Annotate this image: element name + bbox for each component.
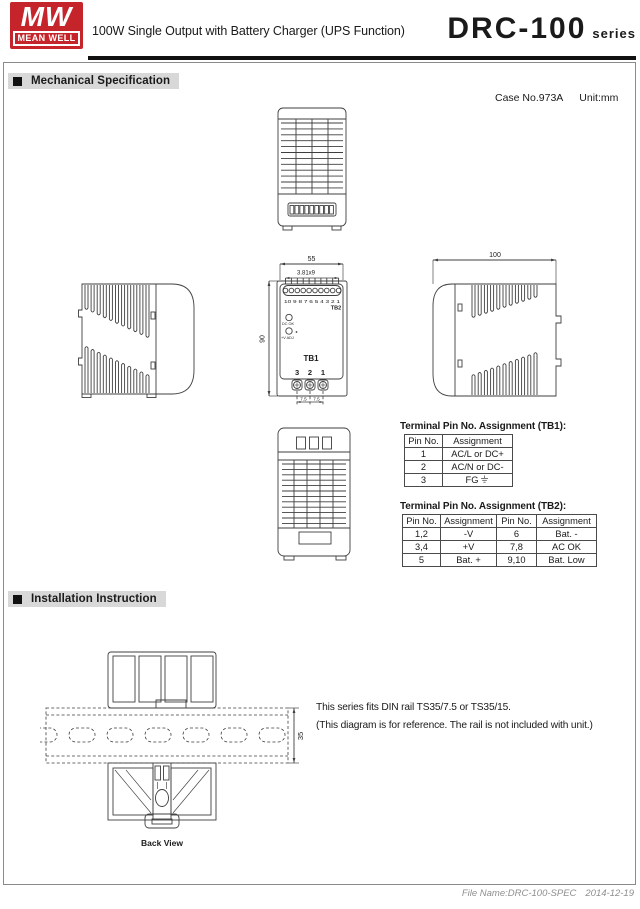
din-clip-slot	[151, 312, 155, 319]
terminal-squares	[290, 206, 333, 215]
din-clip-mechanism	[145, 763, 179, 828]
install-note	[316, 699, 593, 735]
tb2-header-row: Pin No. Assignment Pin No. Assignment	[403, 515, 597, 528]
unit-back-bottom	[108, 763, 216, 820]
tb1-label: TB1	[303, 354, 319, 363]
cooling-fins-top	[85, 285, 149, 337]
tb1-screws	[294, 382, 327, 389]
dim-rail-width: 35	[296, 731, 305, 741]
v-adj-pot	[286, 328, 292, 334]
table-row: 1 AC/L or DC+	[405, 448, 513, 461]
back-view-label: Back View	[141, 838, 183, 848]
file-name: File Name:DRC-100-SPEC	[461, 888, 577, 899]
heading-square-bullet	[13, 595, 22, 604]
meanwell-logo	[10, 2, 83, 49]
table-row: 3,4 +V 7,8 AC OK	[403, 541, 597, 554]
dim-depth: 100	[489, 252, 501, 259]
tb1-table	[404, 434, 513, 487]
dim-tb1-pitch-a: 7.5	[300, 396, 307, 402]
logo-brand-text: MEAN WELL	[13, 31, 80, 46]
dim-width: 55	[307, 256, 316, 263]
tb2-screws	[283, 288, 341, 293]
dim-tb1-pitch-b: 7.5	[313, 396, 320, 402]
earth-ground-icon	[480, 475, 489, 484]
mechanical-spec-heading: Mechanical Specification	[8, 73, 179, 89]
install-note-line2: (This diagram is for reference. The rail is not included with unit.)	[316, 720, 593, 731]
din-clip-slot	[151, 362, 155, 369]
rear-top-view-drawing	[254, 422, 374, 584]
case-note	[495, 92, 618, 104]
installation-heading: Installation Instruction	[8, 591, 166, 607]
front-bulge	[156, 284, 194, 394]
foot-left	[283, 226, 292, 230]
tb2-table-title: Terminal Pin No. Assignment (TB2):	[400, 501, 567, 512]
footer	[462, 888, 634, 899]
case-number: Case No.973A	[495, 92, 564, 104]
foot-right	[332, 226, 341, 230]
dot	[296, 331, 298, 333]
tb1-header-row: Pin No. Assignment	[405, 435, 513, 448]
v-adj-label: +V ADJ	[281, 336, 294, 340]
din-clip	[299, 532, 331, 544]
dim-pitch: 3.81x9	[296, 270, 316, 277]
case-outline	[278, 428, 350, 556]
dc-ok-led	[286, 314, 292, 320]
side-outline	[79, 284, 157, 394]
din-rail	[40, 708, 288, 763]
unit-label: Unit:mm	[579, 92, 619, 104]
table-row: 2 AC/N or DC-	[405, 461, 513, 474]
logo-mw-text: MW	[20, 1, 73, 32]
right-side-view-drawing	[415, 246, 580, 404]
doc-title: 100W Single Output with Battery Charger (UPS Function)	[92, 24, 405, 38]
install-note-line1: This series fits DIN rail TS35/7.5 or TS35/15.	[316, 702, 511, 713]
tb1-table-title: Terminal Pin No. Assignment (TB1):	[400, 421, 567, 432]
table-row: 5 Bat. + 9,10 Bat. Low	[403, 554, 597, 567]
series-suffix: series	[592, 26, 636, 41]
slat-dividers	[296, 119, 328, 194]
din-clip-slot	[458, 304, 462, 311]
dc-ok-label: DC OK	[282, 322, 295, 326]
tb2-label: TB2	[330, 305, 342, 312]
side-outline	[455, 284, 561, 396]
left-side-view-drawing	[68, 280, 198, 400]
cooling-fins-top	[472, 285, 537, 317]
dim-height: 90	[259, 335, 267, 343]
cooling-fins-bottom	[472, 353, 537, 395]
table-row: 1,2 -V 6 Bat. -	[403, 528, 597, 541]
tb1-pin-numbers: 3 2 1	[295, 368, 325, 377]
tb2-table	[402, 514, 597, 567]
heading-square-bullet	[13, 77, 22, 86]
table-row: 3 FG	[405, 474, 513, 487]
front-view-drawing	[256, 248, 396, 425]
header-rule	[88, 56, 636, 60]
din-clip-slot	[458, 360, 462, 367]
back-view-install-drawing	[40, 642, 325, 860]
top-front-view-drawing	[275, 106, 349, 236]
series-name: DRC-100	[447, 12, 587, 45]
front-bulge	[433, 284, 455, 396]
series-title	[447, 12, 636, 46]
tb2-pin-numbers: 10 9 8 7 6 5 4 3 2 1	[284, 299, 341, 304]
tb2-terminal-block	[283, 286, 341, 296]
ventilation-slats	[282, 464, 346, 523]
file-date: 2014-12-19	[585, 888, 634, 899]
cooling-fins-bottom	[85, 347, 149, 393]
din-rail-slots	[40, 728, 285, 742]
